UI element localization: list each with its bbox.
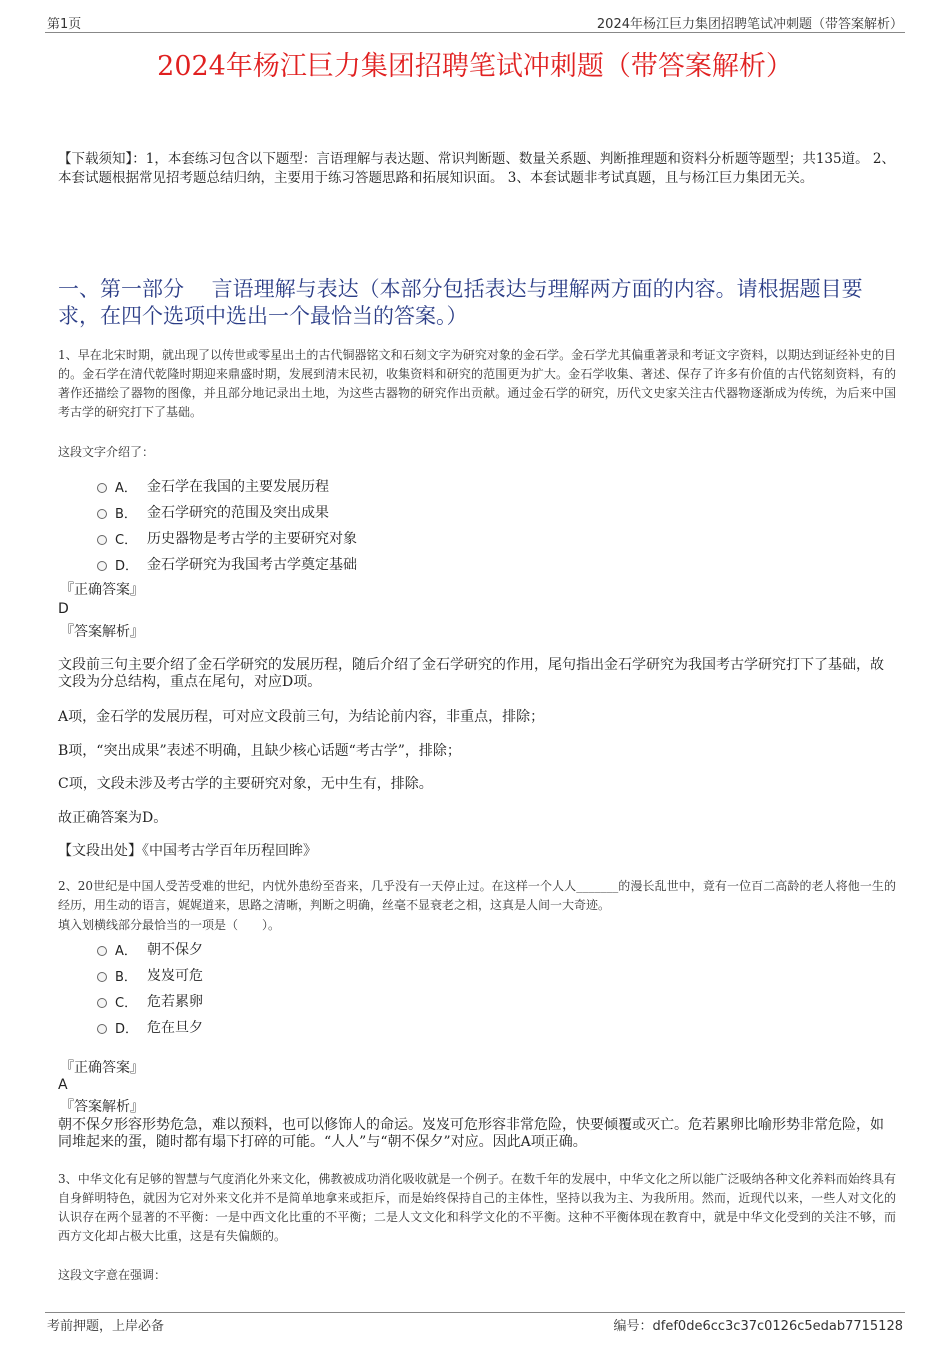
option-letter: B． [115, 506, 137, 522]
q1-option-b[interactable] [97, 501, 329, 523]
q1-option-c[interactable] [97, 527, 357, 549]
page-title: 2024年杨江巨力集团招聘笔试冲刺题（带答案解析） [157, 51, 793, 82]
q2-option-d[interactable] [97, 1016, 203, 1038]
q1-source: 【文段出处】《中国考古学百年历程回眸》 [58, 843, 317, 859]
q2-question: 填入划横线部分最恰当的一项是（ ）。 [58, 918, 281, 932]
q2-option-c[interactable] [97, 990, 203, 1012]
option-text: 金石学在我国的主要发展历程 [147, 479, 329, 495]
radio-icon[interactable] [97, 972, 107, 982]
q1-passage: 1、早在北宋时期，就出现了以传世或零星出土的古代铜器铭文和石刻文字为研究对象的金石学。金石学尤其偏重著录和考证文字资料，以期达到证经补史的目的。金石学在清代乾隆时期迎来鼎盛时期，发展到清末民初，收集资料和研究的范围更为扩大。金石学收集、著述、保存了许多有价值的古代铭刻资料，有的著作还描绘了器物的图像，并且部分地记录出土地，为这些古器物的研究作出贡献。通过金石学的研究，历代文史家关注古代器物逐渐成为传统，为后来中国考古学的研究打下了基础。 [58, 348, 896, 419]
radio-icon[interactable] [97, 946, 107, 956]
option-letter: A． [115, 943, 137, 959]
option-letter: B． [115, 969, 137, 985]
download-notice: 【下载须知】：1，本套练习包含以下题型：言语理解与表达题、常识判断题、数量关系题、判断推理题和资料分析题等题型；共135道。 2、本套试题根据常见招考题总结归纳，主要用于练习答题思路和拓展知识面。 3、本套试题非考试真题，且与杨江巨力集团无关。 [58, 151, 895, 186]
radio-icon[interactable] [97, 535, 107, 545]
radio-icon[interactable] [97, 561, 107, 571]
footer-divider [45, 1312, 905, 1313]
q2-answer: A [58, 1077, 68, 1093]
option-text: 金石学研究为我国考古学奠定基础 [147, 557, 357, 573]
footer-slogan: 考前押题，上岸必备 [47, 1319, 165, 1334]
radio-icon[interactable] [97, 1024, 107, 1034]
q1-analysis-para: 文段前三句主要介绍了金石学研究的发展历程，随后介绍了金石学研究的作用，尾句指出金石学研究为我国考古学研究打下了基础，故文段为分总结构，重点在尾句，对应D项。 [58, 657, 884, 690]
header-doc-title: 2024年杨江巨力集团招聘笔试冲刺题（带答案解析） [596, 17, 903, 32]
option-text: 历史器物是考古学的主要研究对象 [147, 531, 357, 547]
q1-analysis-para: C项，文段未涉及考古学的主要研究对象，无中生有，排除。 [58, 776, 433, 792]
option-text: 朝不保夕 [147, 942, 203, 958]
q1-answer: D [58, 601, 69, 617]
option-letter: A． [115, 480, 137, 496]
q3-question: 这段文字意在强调： [58, 1268, 167, 1282]
q1-answer-label: 『正确答案』 [60, 582, 144, 598]
q1-analysis-label: 『答案解析』 [60, 624, 144, 640]
radio-icon[interactable] [97, 483, 107, 493]
option-letter: C． [115, 532, 138, 548]
q3-passage: 3、中华文化有足够的智慧与气度消化外来文化，佛教被成功消化吸收就是一个例子。在数千年的发展中，中华文化之所以能广泛吸纳各种文化养料而始终具有自身鲜明特色，就因为它对外来文化并不是简单地拿来或拒斥，而是始终保持自己的主体性，坚持以我为主、为我所用。然而，近现代以来，一些人对文化的认识存在两个显著的不平衡：一是中西文化比重的不平衡；二是人文文化和科学文化的不平衡。这种不平衡体现在教育中，就是中华文化受到的关注不够，而西方文化却占极大比重，这是有失偏颇的。 [58, 1172, 896, 1243]
option-letter: D． [115, 558, 139, 574]
radio-icon[interactable] [97, 998, 107, 1008]
option-text: 危在旦夕 [147, 1020, 203, 1036]
q1-analysis-para: 故正确答案为D。 [58, 810, 168, 826]
q2-analysis-label: 『答案解析』 [60, 1099, 144, 1115]
q1-option-d[interactable] [97, 553, 357, 575]
q2-option-b[interactable] [97, 964, 203, 986]
option-text: 岌岌可危 [147, 968, 203, 984]
q2-analysis: 朝不保夕形容形势危急，难以预料，也可以修饰人的命运。岌岌可危形容非常危险，快要倾覆或灭亡。危若累卵比喻形势非常危险，如同堆起来的蛋，随时都有塌下打碎的可能。“人人”与“朝不保夕”对应。因此A项正确。 [58, 1117, 884, 1150]
option-letter: D． [115, 1021, 139, 1037]
q1-analysis-para: B项，“突出成果”表述不明确，且缺少核心话题“考古学”，排除； [58, 743, 461, 759]
header-divider [45, 32, 905, 33]
q1-analysis-para: A项，金石学的发展历程，可对应文段前三句，为结论前内容，非重点，排除； [58, 709, 545, 725]
q2-passage: 2、20世纪是中国人受苦受难的世纪，内忧外患纷至沓来，几乎没有一天停止过。在这样一个人人_______的漫长乱世中，竟有一位百二高龄的老人将他一生的经历，用生动的语言，娓娓道来，思路之清晰，判断之明确，丝毫不显衰老之相，这真是人间一大奇迹。 [58, 879, 896, 912]
q2-option-a[interactable] [97, 938, 203, 960]
page-number: 第1页 [47, 17, 82, 32]
option-text: 金石学研究的范围及突出成果 [147, 505, 329, 521]
q1-question: 这段文字介绍了： [58, 445, 155, 459]
option-text: 危若累卵 [147, 994, 203, 1010]
q1-option-a[interactable] [97, 475, 329, 497]
footer-doc-id: 编号：dfef0de6cc3c37c0126c5edab7715128 [613, 1319, 903, 1334]
q2-answer-label: 『正确答案』 [60, 1060, 144, 1076]
option-letter: C． [115, 995, 138, 1011]
radio-icon[interactable] [97, 509, 107, 519]
section-heading: 一、第一部分 言语理解与表达（本部分包括表达与理解两方面的内容。请根据题目要求，在四个选项中选出一个最恰当的答案。） [58, 277, 863, 328]
